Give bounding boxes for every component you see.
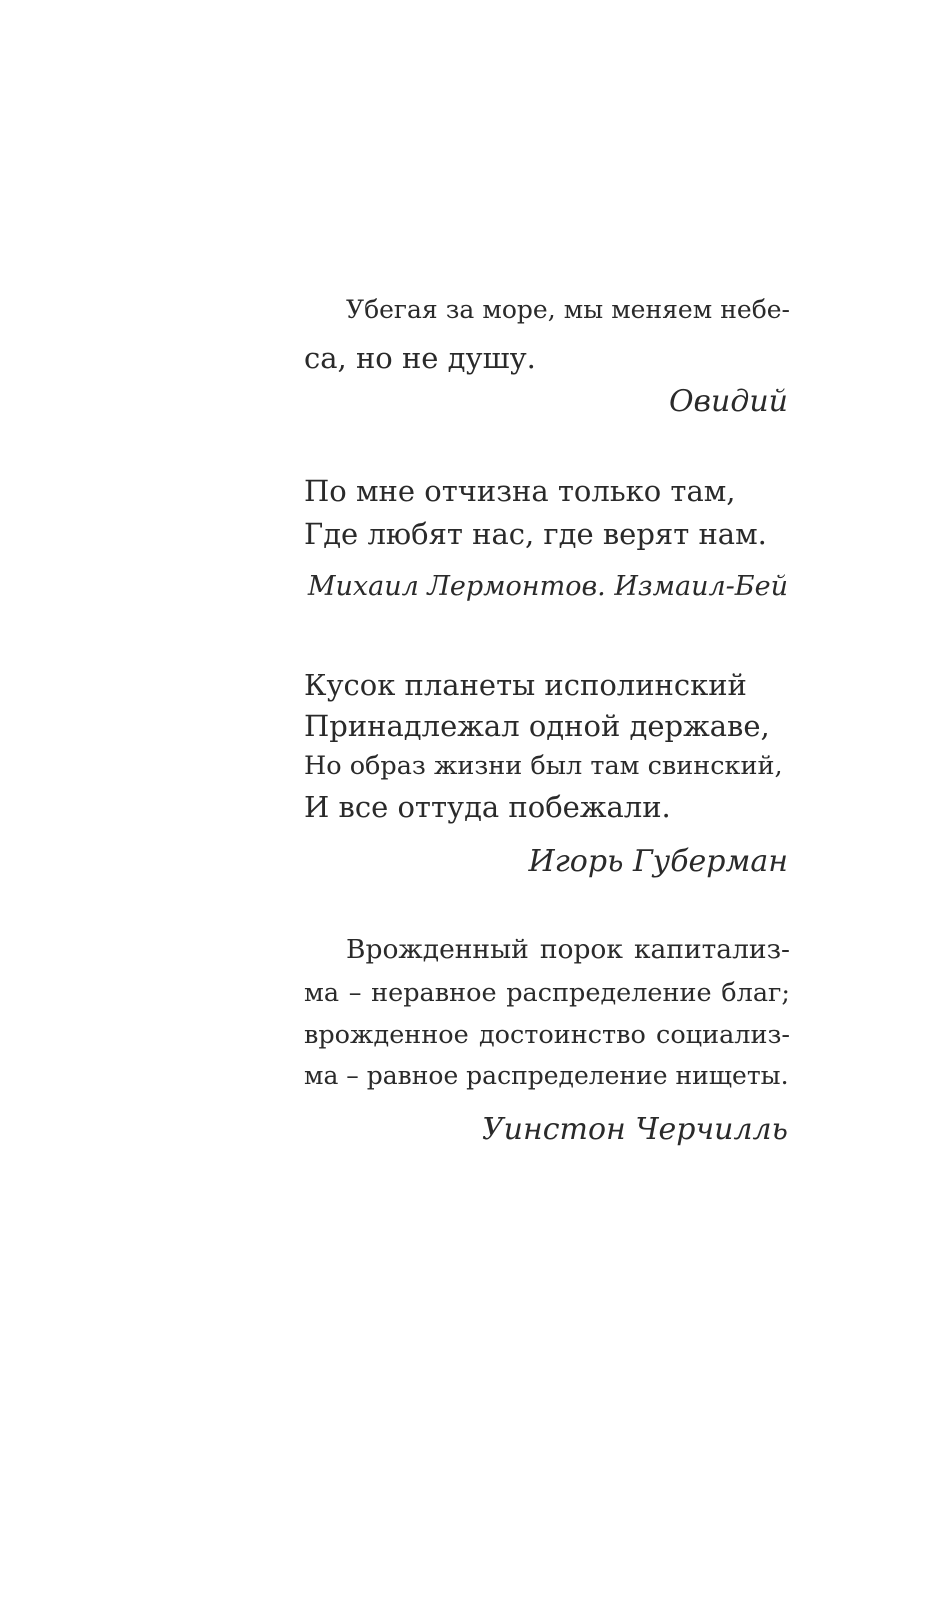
quote-1-line-2: са, но не душу. [304,341,536,375]
quote-3-line-2: Принадлежал одной державе, [304,709,770,743]
quote-4-line-1: Врожденный порок капитализ- [346,934,790,965]
quote-3-line-3: Но образ жизни был там свинский, [304,751,783,781]
quote-4-author: Уинстон Черчилль [481,1112,788,1147]
quote-3-author: Игорь Губерман [528,844,788,879]
quote-4-line-3: врожденное достоинство социализ- [304,1020,790,1050]
quote-3-line-1: Кусок планеты исполинский [304,668,747,702]
quote-2-line-1: По мне отчизна только там, [304,474,736,508]
quote-4-line-2: ма – неравное распределение благ; [304,978,790,1008]
quote-4-line-4: ма – равное распределение нищеты. [304,1061,789,1090]
quote-1-author: Овидий [668,384,788,419]
quote-2-author: Михаил Лермонтов. Измаил-Бей [307,571,788,602]
quote-1-line-1: Убегая за море, мы меняем небе- [346,295,790,324]
quote-2-line-2: Где любят нас, где верят нам. [304,517,767,551]
quote-3-line-4: И все оттуда побежали. [304,790,671,824]
